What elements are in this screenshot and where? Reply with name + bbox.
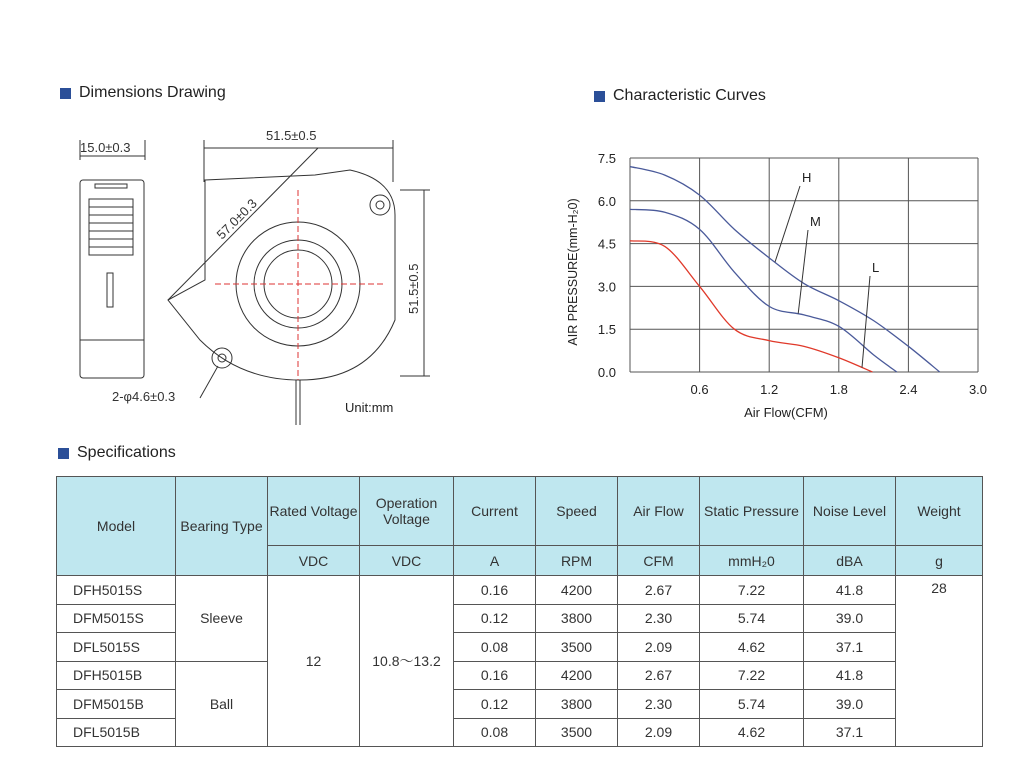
series-leader-line [798,230,808,314]
specifications-table [56,476,983,747]
static-pressure-cell: 5.74 [700,690,804,719]
unit-weight: g [896,546,983,576]
current-cell: 0.12 [454,690,536,719]
x-tick-label: 0.6 [690,382,709,397]
curves-heading-label: Characteristic Curves [613,87,766,104]
y-tick-label: 4.5 [597,236,616,252]
y-tick-label: 1.5 [597,322,616,338]
x-tick-label: 1.2 [760,382,779,397]
static-pressure-cell: 4.62 [700,633,804,662]
model-cell: DFM5015S [57,604,176,633]
chart-series [630,167,940,372]
noise-level-cell: 41.8 [804,661,896,690]
unit-label: Unit:mm [345,400,394,415]
header-static-pressure: Static Pressure [700,477,804,546]
diagonal-label: 57.0±0.3 [213,195,260,243]
current-cell: 0.08 [454,633,536,662]
bullet-square-icon [594,91,605,102]
series-label-l: L [872,260,880,275]
header-noise-level: Noise Level [804,477,896,546]
speed-cell: 3500 [536,718,618,747]
model-cell: DFM5015B [57,690,176,719]
header-weight: Weight [896,477,983,546]
model-cell: DFL5015S [57,633,176,662]
specs-heading [58,444,176,462]
model-cell: DFL5015B [57,718,176,747]
speed-cell: 4200 [536,576,618,605]
noise-level-cell: 39.0 [804,690,896,719]
static-pressure-cell: 7.22 [700,661,804,690]
x-tick-label: 1.8 [829,382,848,397]
unit-operation-voltage: VDC [360,546,454,576]
unit-rated-voltage: VDC [268,546,360,576]
current-cell: 0.08 [454,718,536,747]
air-flow-cell: 2.30 [618,604,700,633]
series-line-m [630,209,897,372]
air-flow-cell: 2.67 [618,661,700,690]
header-current: Current [454,477,536,546]
speed-cell: 3800 [536,690,618,719]
operation-voltage-cell: 10.8～13.2 [360,576,454,747]
series-line-h [630,167,940,372]
noise-level-cell: 41.8 [804,576,896,605]
speed-cell: 3500 [536,633,618,662]
series-label-m: M [810,214,821,229]
table-row [57,576,983,605]
current-cell: 0.16 [454,661,536,690]
static-pressure-cell: 5.74 [700,604,804,633]
header-rated-voltage: Rated Voltage [268,477,360,546]
air-flow-cell: 2.09 [618,718,700,747]
characteristic-curves-chart [560,140,1000,460]
noise-level-cell: 37.1 [804,633,896,662]
x-tick-label: 3.0 [968,382,988,397]
y-tick-label: 6.0 [597,193,616,209]
header-air-flow: Air Flow [618,477,700,546]
speed-cell: 3800 [536,604,618,633]
table-row [57,661,983,690]
weight-cell: 28 [896,576,983,747]
bearing-cell: Ball [176,661,268,747]
static-pressure-cell: 4.62 [700,718,804,747]
noise-level-cell: 39.0 [804,604,896,633]
unit-current: A [454,546,536,576]
current-cell: 0.16 [454,576,536,605]
rated-voltage-cell: 12 [268,576,360,747]
height-label: 51.5±0.5 [406,263,421,314]
unit-noise-level: dBA [804,546,896,576]
header-speed: Speed [536,477,618,546]
bullet-square-icon [60,88,71,99]
curves-heading [594,87,766,105]
bearing-cell: Sleeve [176,576,268,662]
x-axis-label: Air Flow(CFM) [744,405,828,420]
chart-ticks [598,151,987,397]
y-axis-label: AIR PRESSURE(mm-H₂0) [566,198,580,346]
dimensions-heading-label: Dimensions Drawing [79,84,226,101]
x-tick-label: 2.4 [899,382,918,397]
static-pressure-cell: 7.22 [700,576,804,605]
current-cell: 0.12 [454,604,536,633]
noise-level-cell: 37.1 [804,718,896,747]
y-tick-label: 0.0 [597,365,616,380]
dimension-drawing [60,110,520,440]
series-label-h: H [802,170,812,185]
y-tick-label: 7.5 [597,151,616,166]
header-model: Model [57,477,176,576]
air-flow-cell: 2.09 [618,633,700,662]
y-tick-label: 3.0 [597,279,616,295]
bullet-square-icon [58,448,69,459]
model-cell: DFH5015S [57,576,176,605]
header-operation-voltage: Operation Voltage [360,477,454,546]
dimensions-heading [60,84,226,102]
unit-static-pressure: mmH₂0 [700,546,804,576]
unit-air-flow: CFM [618,546,700,576]
series-leader-line [862,276,870,368]
air-flow-cell: 2.30 [618,690,700,719]
speed-cell: 4200 [536,661,618,690]
air-flow-cell: 2.67 [618,576,700,605]
side-width-label: 15.0±0.3 [80,140,131,155]
series-leader-line [775,186,800,262]
unit-speed: RPM [536,546,618,576]
top-width-label: 51.5±0.5 [266,128,317,143]
model-cell: DFH5015B [57,661,176,690]
specs-heading-label: Specifications [77,444,176,461]
series-line-l [630,241,872,372]
holes-label: 2-φ4.6±0.3 [112,389,176,404]
header-bearing: Bearing Type [176,477,268,576]
